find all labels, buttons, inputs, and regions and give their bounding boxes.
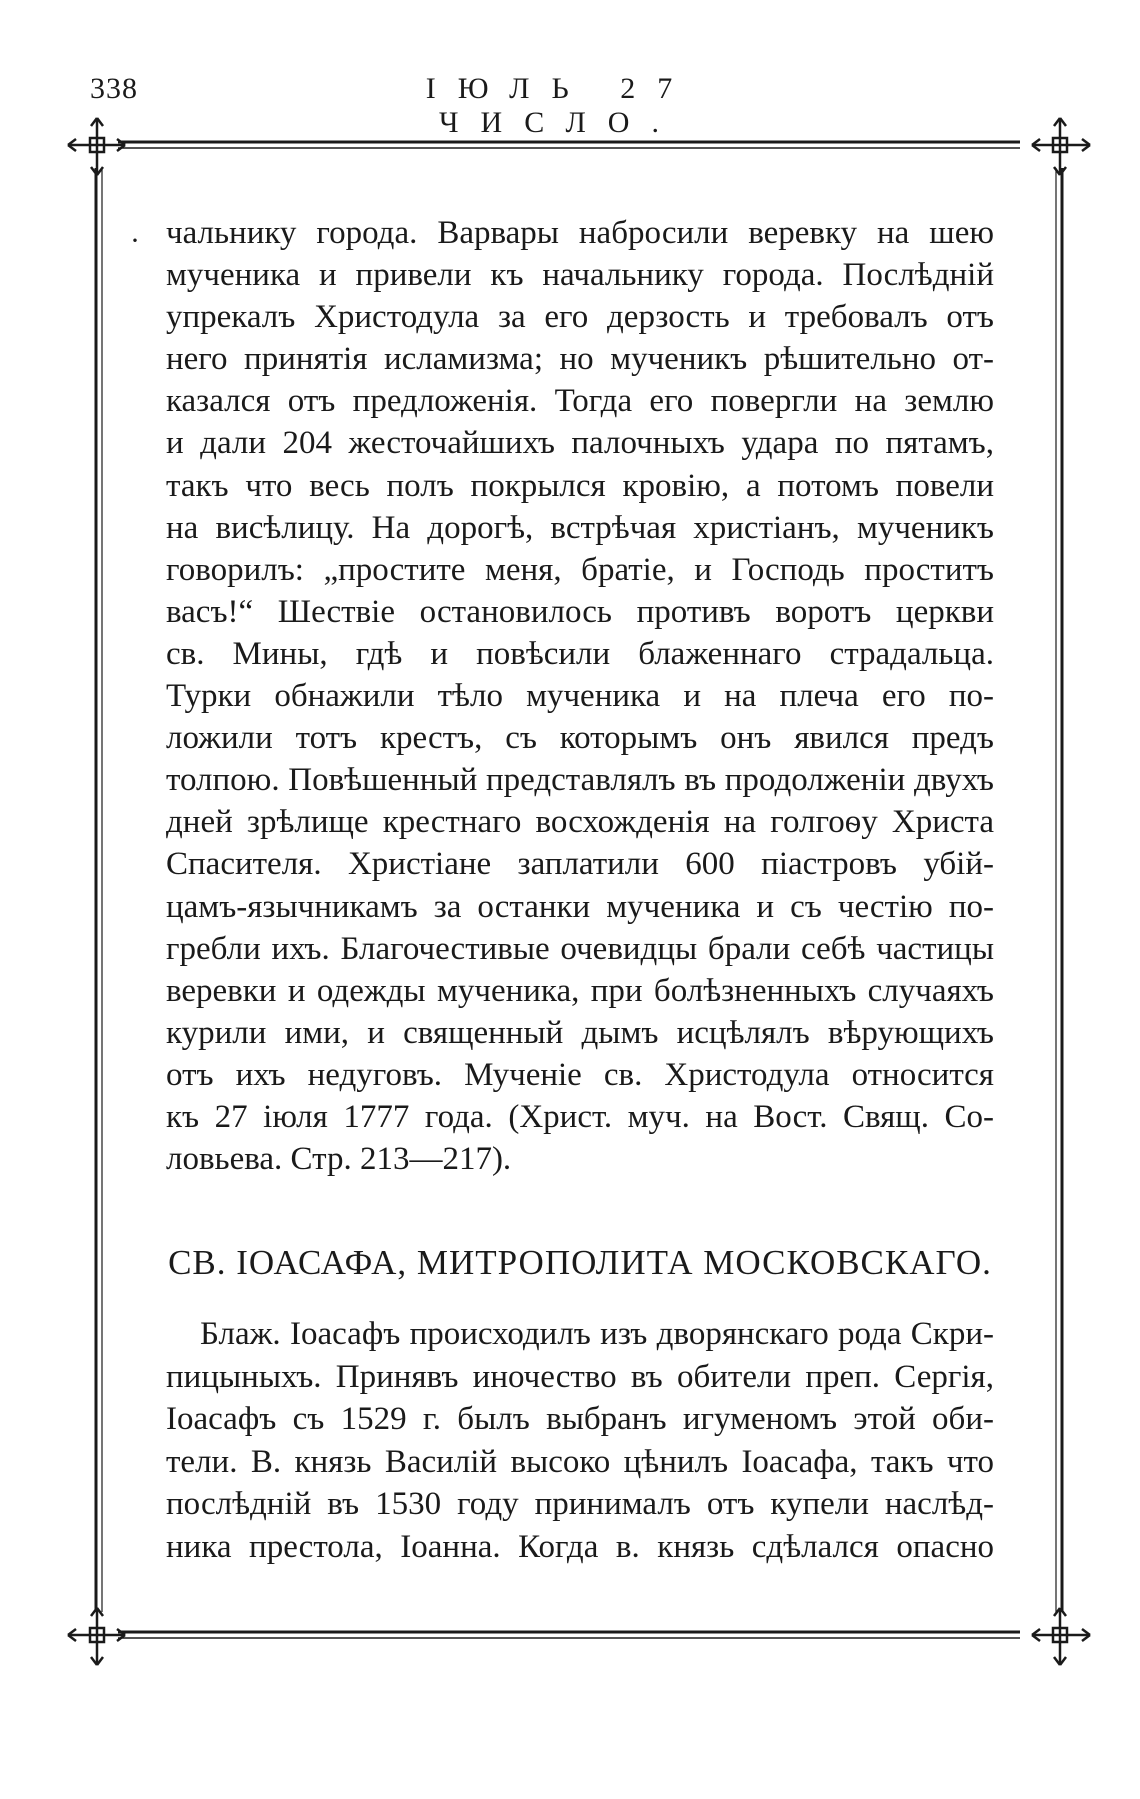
body-line: такъ что весь полъ покрылся кровію, а потомъ повели	[166, 467, 994, 504]
body-line: него принятія исламизма; но мученикъ рѣшительно от-	[166, 341, 994, 378]
corner-ornament-bottom-right	[1032, 1608, 1090, 1665]
body-line: ложили тотъ крестъ, съ которымъ онъ явился предъ	[166, 720, 994, 757]
body-line: отъ ихъ недуговъ. Мученіе св. Христодула относится	[166, 1056, 994, 1093]
body-line: чальнику города. Варвары набросили веревку на шею	[166, 215, 994, 251]
body-line: мученика и привели къ начальнику города. Послѣдній	[166, 257, 994, 294]
corner-ornament-top-left	[68, 118, 125, 175]
body-line: казался отъ предложенія. Тогда его повергли на землю	[166, 383, 994, 420]
section-line: ника престола, Іоанна. Когда в. князь сдѣлался опасно	[166, 1528, 994, 1565]
body-line: св. Мины, гдѣ и повѣсили блаженнаго страдальца.	[166, 635, 994, 672]
body-line: упрекалъ Христодула за его дерзость и требовалъ отъ	[166, 299, 994, 336]
body-line: гребли ихъ. Благочестивые очевидцы брали себѣ частицы	[166, 930, 994, 967]
running-head: ІЮЛЬ 27 ЧИСЛО.	[425, 72, 695, 139]
body-line: Турки обнажили тѣло мученика и на плеча его по-	[166, 678, 994, 715]
body-line: и дали 204 жесточайшихъ палочныхъ удара по пятамъ,	[166, 425, 994, 462]
section-line: пицыныхъ. Принявъ иночество въ обители преп. Сергія,	[166, 1358, 994, 1395]
section-line: тели. В. князь Василій высоко цѣнилъ Іоасафа, такъ что	[166, 1443, 994, 1480]
corner-ornament-bottom-left	[68, 1608, 125, 1665]
body-line: говорилъ: „простите меня, братіе, и Господь проститъ	[166, 551, 994, 588]
body-line: на висѣлицу. На дорогѣ, встрѣчая христіанъ, мученикъ	[166, 509, 994, 546]
margin-dot: ·	[130, 224, 140, 257]
body-line: ловьева. Стр. 213—217).	[166, 1141, 512, 1178]
section-line: послѣдній въ 1530 году принималъ отъ купели наслѣд-	[166, 1486, 994, 1522]
section-title: СВ. ІОАСАФА, МИТРОПОЛИТА МОСКОВСКАГО.	[168, 1243, 992, 1282]
body-line: цамъ-язычникамъ за останки мученика и съ честію по-	[166, 888, 994, 925]
section-line: Блаж. Іоасафъ происходилъ изъ дворянскаго рода Скри-	[200, 1316, 994, 1352]
body-line: Спасителя. Христіане заплатили 600 піастровъ убій-	[166, 846, 994, 883]
body-line: веревки и одежды мученика, при болѣзненныхъ случаяхъ	[166, 972, 994, 1009]
body-line: толпою. Повѣшенный представлялъ въ продолженіи двухъ	[166, 762, 994, 799]
body-text	[166, 212, 994, 1180]
section-text	[166, 1313, 994, 1568]
body-line: дней зрѣлище крестнаго восхожденія на голгоѳу Христа	[166, 804, 994, 841]
body-line: къ 27 іюля 1777 года. (Христ. муч. на Вост. Свящ. Со-	[166, 1098, 994, 1135]
body-line: васъ!“ Шествіе остановилось противъ воротъ церкви	[166, 593, 994, 630]
section-line: Іоасафъ съ 1529 г. былъ выбранъ игуменомъ этой оби-	[166, 1401, 994, 1437]
body-line: курили ими, и священный дымъ исцѣлялъ вѣрующихъ	[166, 1014, 994, 1051]
corner-ornament-top-right	[1032, 118, 1090, 175]
page-number: 338	[90, 72, 138, 105]
